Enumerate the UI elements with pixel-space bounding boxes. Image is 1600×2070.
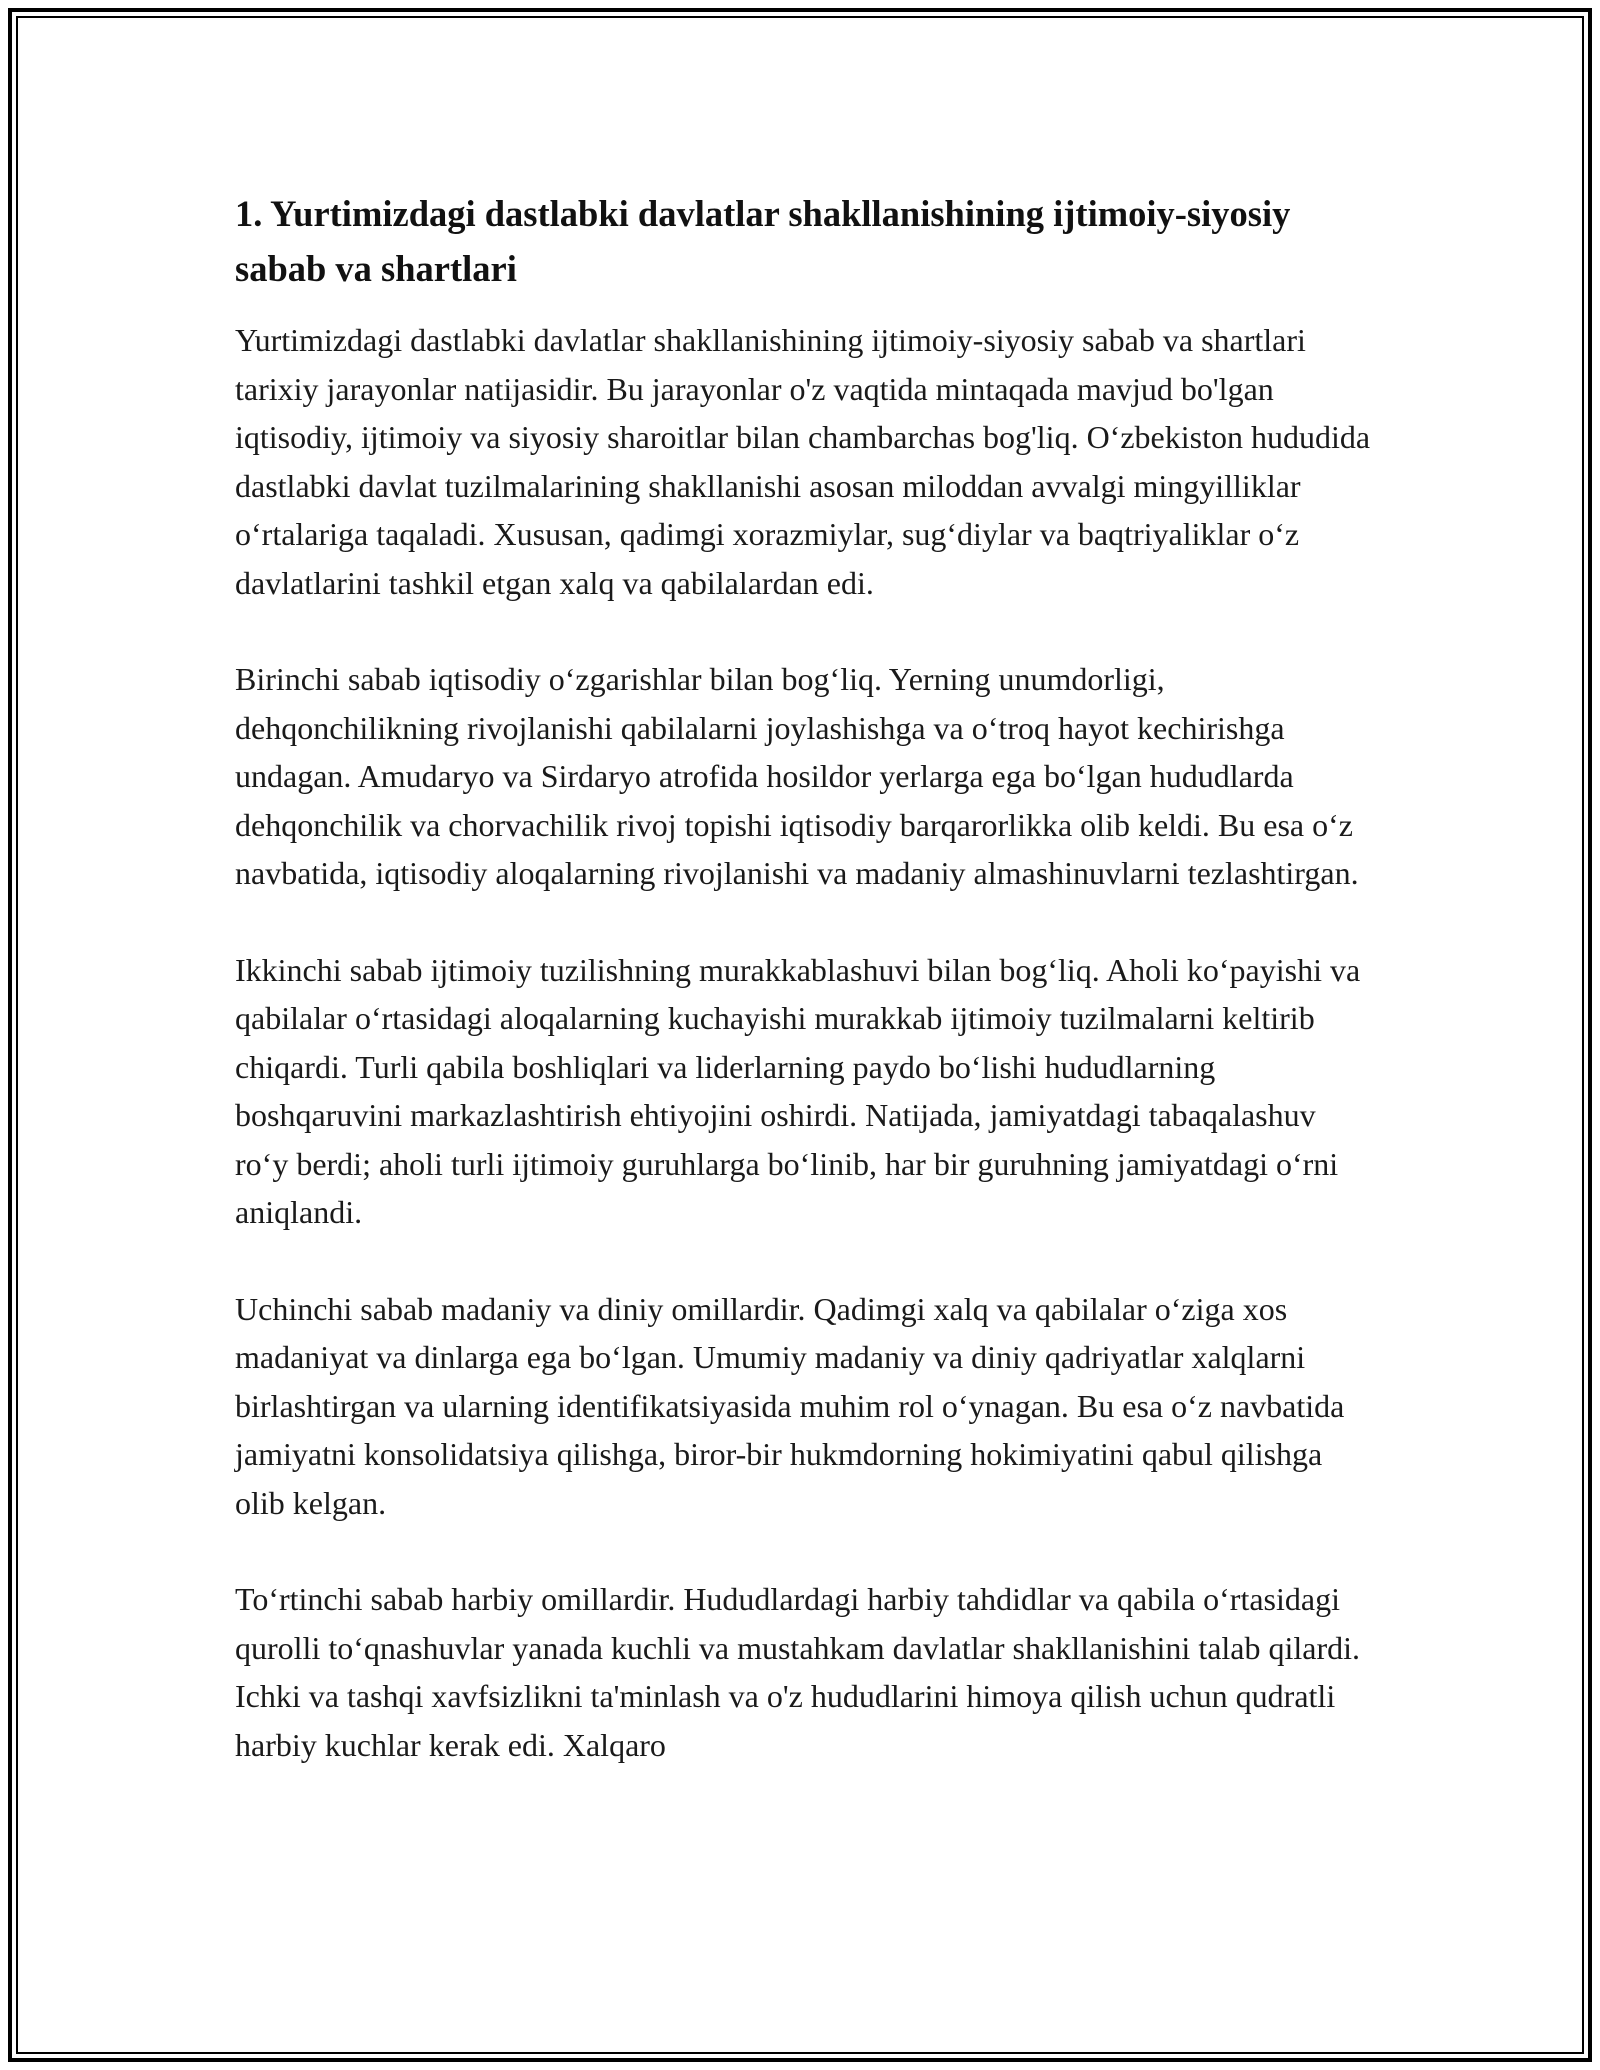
paragraph-first-reason: Birinchi sabab iqtisodiy o‘zgarishlar bilan bog‘liq. Yerning unumdorligi, dehqonchilikning rivojlanishi qabilalarni joylashishga va o‘troq hayot kechirishga undagan. Amudaryo va Sirdaryo atrofida hosildor yerlarga ega bo‘lgan hududlarda dehqonchilik va chorvachilik rivoj topishi iqtisodiy barqarorlikka olib keldi. Bu esa o‘z navbatida, iqtisodiy aloqalarning rivojlanishi va madaniy almashinuvlarni tezlashtirgan. — [235, 661, 1359, 891]
paragraph-third-reason: Uchinchi sabab madaniy va diniy omillardir. Qadimgi xalq va qabilalar o‘ziga xos madaniyat va dinlarga ega bo‘lgan. Umumiy madaniy va diniy qadriyatlar xalqlarni birlashtirgan va ularning identifikatsiyasida muhim rol o‘ynagan. Bu esa o‘z navbatida jamiyatni konsolidatsiya qilishga, biror-bir hukmdorning hokimiyatini qabul qilishga olib kelgan. — [235, 1290, 1345, 1521]
paragraph-fourth-reason: To‘rtinchi sabab harbiy omillardir. Hududlardagi harbiy tahdidlar va qabila o‘rtasidagi qurolli to‘qnashuvlar yanada kuchli va mustahkam davlatlar shakllanishini talab qilardi. Ichki va tashqi xavfsizlikni ta'minlash va o'z hududlarini himoya qilish uchun qudratli harbiy kuchlar kerak edi. Xalqaro — [235, 1581, 1361, 1763]
paragraph-second-reason: Ikkinchi sabab ijtimoiy tuzilishning murakkablashuvi bilan bog‘liq. Aholi ko‘payishi va qabilalar o‘rtasidagi aloqalarning kuchayishi murakkab ijtimoiy tuzilmalarni keltirib chiqardi. Turli qabila boshliqlari va liderlarning paydo bo‘lishi hududlarning boshqaruvini markazlashtirish ehtiyojini oshirdi. Natijada, jamiyatdagi tabaqalashuv ro‘y berdi; aholi turli ijtimoiy guruhlarga bo‘linib, har bir guruhning jamiyatdagi o‘rni aniqlandi. — [235, 951, 1361, 1230]
paragraph-intro: Yurtimizdagi dastlabki davlatlar shakllanishining ijtimoiy-siyosiy sabab va shartlari tarixiy jarayonlar natijasidir. Bu jarayonlar o'z vaqtida mintaqada mavjud bo'lgan iqtisodiy, ijtimoiy va siyosiy sharoitlar bilan chambarchas bog'liq. O‘zbekiston hududida dastlabki davlat tuzilmalarining shakllanishi asosan miloddan avvalgi mingyilliklar o‘rtalariga taqaladi. Xususan, qadimgi xorazmiylar, sug‘diylar va baqtriyaliklar o‘z davlatlarini tashkil etgan xalq va qabilalardan edi. — [235, 322, 1371, 601]
section-heading: 1. Yurtimizdagi dastlabki davlatlar shakllanishining ijtimoiy-siyosiy sabab va shartlari — [235, 193, 1291, 289]
document-body — [235, 186, 1375, 1817]
